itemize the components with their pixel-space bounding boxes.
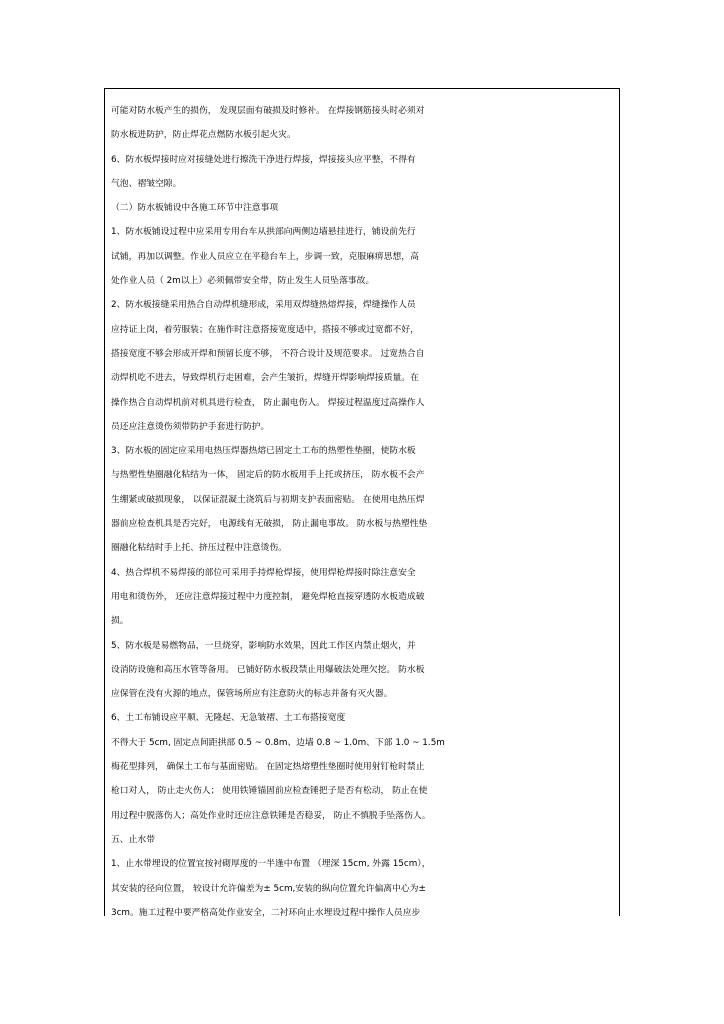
text-line: 1、防水板铺设过程中应采用专用台车从拱部向两侧边墙悬挂进行，铺设前先行 [111,227,416,238]
text-line: 应保管在没有火源的地点，保管场所应有注意防火的标志并备有灭火器。 [111,689,393,700]
text-line: 4、热合焊机不易焊接的部位可采用手持焊枪焊接，使用焊枪焊接时除注意安全 [111,567,416,578]
text-line: 损。 [111,616,129,627]
text-line: 用电和烫伤外， 还应注意焊接过程中力度控制， 避免焊枪直接穿透防水板造成破 [111,591,425,602]
text-line: 试铺，再加以调整。作业人员应立在平稳台车上，步调一致，克服麻痹思想，高 [111,251,419,262]
text-line: 器前应检查机具是否完好， 电源线有无破损， 防止漏电事故。 防水板与热塑性垫 [111,519,428,530]
text-line: 2、防水板接缝采用热合自动焊机缝形成，采用双焊缝热熔焊接，焊缝操作人员 [111,300,416,311]
text-line: 6、防水板焊接时应对接缝处进行擦洗干净进行焊接，焊接接头应平整，不得有 [111,154,416,165]
text-line: 搭接宽度不够会形成开焊和预留长度不够， 不符合设计及规范要求。 过宽热合自 [111,348,425,359]
text-line: 不得大于 5cm, 固定点间距拱部 0.5 ~ 0.8m、边墙 0.8 ~ 1.0m、下部 1.0 ~ 1.5m [111,737,445,748]
text-line: 用过程中脱落伤人；高处作业时还应注意铁锤是否稳妥， 防止不慎脱手坠落伤人。 [111,810,431,821]
text-line: 应持证上岗，着劳服装；在施作时注意搭接宽度适中，搭接不够或过宽都不好， [111,324,419,335]
text-line: 设消防设施和高压水管等备用。 已铺好防水板段禁止用爆破法处理欠挖。 防水板 [111,664,425,675]
text-line: 与热塑性垫圈融化粘结为一体， 固定后的防水板用手上托或挤压， 防水板不会产 [111,470,425,481]
text-line: 可能对防水板产生的损伤， 发现层面有破损及时修补。 在焊接钢筋接头时必须对 [111,106,425,116]
document-frame [104,88,620,916]
text-line: 气泡、褶皱空隙。 [111,178,182,189]
text-line: 1、止水带埋设的位置宜按衬砌厚度的一半逢中布置 （埋深 15cm, 外露 15cm）， [111,859,431,870]
text-line: 生绷紧或破损现象， 以保证混凝土浇筑后与初期支护表面密贴。 在使用电热压焊 [111,494,425,505]
text-line: 5、防水板是易燃物品，一旦烧穿，影响防水效果，因此工作区内禁止烟火，并 [111,640,416,651]
text-line: 圈融化粘结时手上托、挤压过程中注意烫伤。 [111,543,287,554]
text-line: 防水板进防护，防止焊花点燃防水板引起火灾。 [111,130,296,141]
text-line: 操作热合自动焊机前对机具进行检查， 防止漏电伤人。 焊接过程温度过高操作人 [111,397,425,408]
text-line: 梅花型排列， 确保土工布与基面密贴。 在固定热熔塑性垫圈时使用射钉枪时禁止 [111,762,425,773]
section-heading: （二）防水板铺设中各施工环节中注意事项 [111,203,279,214]
text-line: 员还应注意烫伤须带防护手套进行防护。 [111,421,270,432]
text-line: 3、防水板的固定应采用电热压焊器热熔已固定土工布的热塑性垫圈，使防水板 [111,446,416,457]
text-line: 6、土工布铺设应平顺、无隆起、无急皱褶、土工布搭接宽度 [111,713,346,724]
text-line: 3cm。施工过程中要严格高处作业安全，二衬环向止水埋设过程中操作人员应步 [111,907,421,918]
document-body [105,99,619,925]
text-line: 其安装的径向位置， 较设计允许偏差为± 5cm,安装的纵向位置允许偏离中心为± [111,883,426,894]
text-line: 枪口对人， 防止走火伤人； 使用铁锤锚固前应检查锤把子是否有松动， 防止在使 [111,786,428,797]
text-line: 动焊机吃不进去，导致焊机行走困难，会产生皱折，焊缝开焊影响焊接质量。在 [111,373,419,384]
section-heading: 五、止水带 [111,834,155,845]
text-line: 处作业人员（ 2m以上）必须佩带安全带，防止发生人员坠落事故。 [111,276,375,287]
